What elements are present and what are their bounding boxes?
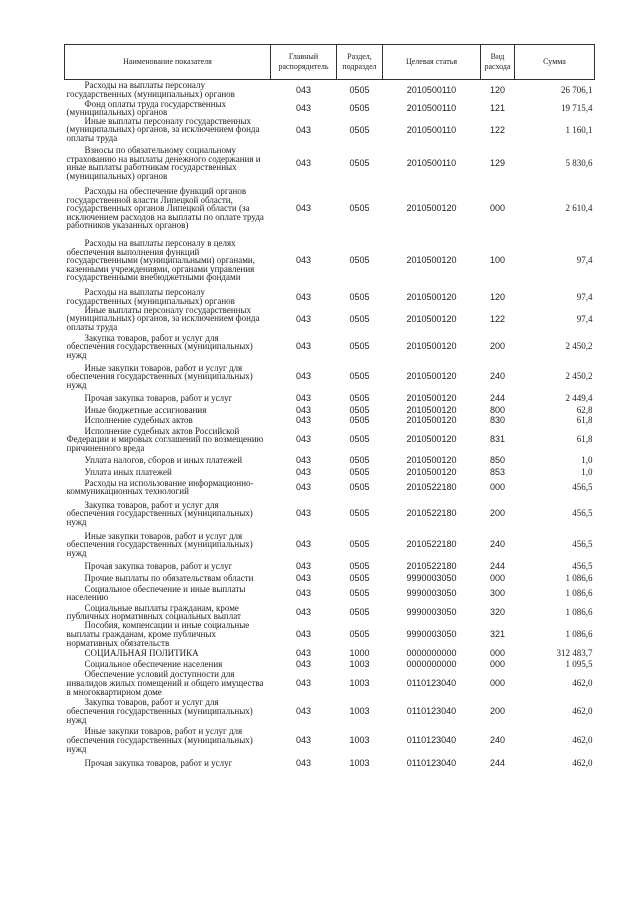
row-name: Расходы на выплаты персоналу государственных (муниципальных) органов [66,287,235,307]
row-target: 0110123040 [406,678,457,689]
row-admin: 043 [295,648,312,659]
row-type: 129 [489,158,506,169]
row-sum: 456,5 [572,561,593,572]
row-admin: 043 [295,124,312,135]
row-name: Исполнение судебных актов [84,415,193,426]
row-target: 9990003050 [406,588,457,599]
row-admin: 043 [295,758,312,769]
table-row [65,697,595,725]
table-row [65,391,595,405]
row-sum: 1 160,1 [565,124,593,135]
table-row [65,621,595,647]
row-name: Закупка товаров, работ и услуг для обеспечения государственных (муниципальных) нужд [66,499,253,527]
row-admin: 043 [295,467,312,478]
row-sum: 1 086,6 [565,588,593,599]
header-section: Раздел, подраздел [337,45,383,80]
row-target: 2010500120 [406,203,457,214]
row-sum: 462,0 [572,735,593,746]
row-name: Закупка товаров, работ и услуг для обеспечения государственных (муниципальных) нужд [66,697,253,725]
row-target: 2010500110 [406,103,457,114]
table-row [65,331,595,361]
row-name: Социальное обеспечение населения [84,658,223,669]
row-sum: 61,8 [576,434,593,445]
row-sum: 97,4 [576,292,593,303]
row-name: Закупка товаров, работ и услуг для обеспечения государственных (муниципальных) нужд [66,332,253,360]
row-section: 0505 [349,203,370,214]
row-sum: 456,5 [572,508,593,519]
table-row [65,467,595,477]
row-target: 0110123040 [406,735,457,746]
row-sum: 1 086,6 [565,573,593,584]
row-type: 000 [489,573,506,584]
row-type: 200 [489,706,506,717]
row-name: Исполнение судебных актов Российской Федерации и мировых соглашений по возмещению причиненного вреда [66,425,264,453]
row-target: 0000000000 [406,648,457,659]
row-section: 0505 [349,573,370,584]
table-row [65,288,595,305]
row-target: 2010522180 [406,561,457,572]
table-row [65,361,595,391]
row-target: 0000000000 [406,659,457,670]
row-admin: 043 [295,103,312,114]
row-type: 120 [489,292,506,303]
row-sum: 312 483,7 [556,648,593,659]
row-section: 0505 [349,124,370,135]
row-name: СОЦИАЛЬНАЯ ПОЛИТИКА [84,647,199,658]
table-row [65,405,595,415]
table-row [65,453,595,467]
table-row [65,529,595,559]
row-section: 0505 [349,629,370,640]
row-sum: 2 449,4 [565,393,593,404]
row-target: 2010500120 [406,292,457,303]
row-admin: 043 [295,371,312,382]
table-row [65,497,595,529]
table-row [65,232,595,288]
row-section: 1003 [349,758,370,769]
row-admin: 043 [295,607,312,618]
row-type: 853 [489,467,506,478]
row-target: 2010500110 [406,84,457,95]
table-row [65,669,595,697]
row-sum: 26 706,1 [561,84,593,95]
row-target: 2010500110 [406,158,457,169]
row-admin: 043 [295,508,312,519]
row-sum: 1 086,6 [565,629,593,640]
table-row [65,425,595,453]
row-section: 0505 [349,539,370,550]
table-row [65,100,595,117]
row-section: 1003 [349,735,370,746]
table-row [65,306,595,332]
row-type: 800 [489,405,506,416]
table-row [65,415,595,425]
row-type: 831 [489,434,506,445]
row-name: Расходы на обеспечение функций органов государственной власти Липецкой области, государственных органов Липецкой области (за исключением расходов на выплаты по оплате труда работников указанных органов) [66,185,264,231]
row-name: Фонд оплаты труда государственных (муниципальных) органов [66,98,227,118]
row-type: 120 [489,84,506,95]
row-name: Расходы на выплаты персоналу в целях обеспечения выполнения функций государственными (муниципальными) органами, казенными учреждениями, органами управления государственными внебюджетными фондами [66,237,255,283]
table-header-row [65,45,595,80]
row-section: 1003 [349,706,370,717]
header-target: Целевая статья [383,45,481,80]
row-admin: 043 [295,588,312,599]
row-type: 300 [489,588,506,599]
row-section: 0505 [349,455,370,466]
row-admin: 043 [295,706,312,717]
row-type: 240 [489,539,506,550]
row-name: Иные выплаты персоналу государственных (муниципальных) органов, за исключением фонда оплаты труда [66,115,260,143]
row-sum: 462,0 [572,678,593,689]
row-type: 240 [489,371,506,382]
row-target: 2010500120 [406,313,457,324]
row-target: 2010500120 [406,405,457,416]
table-row [65,117,595,143]
row-section: 1003 [349,678,370,689]
row-section: 0505 [349,405,370,416]
row-section: 0505 [349,103,370,114]
table-row [65,647,595,659]
table-row [65,725,595,755]
table-row [65,559,595,573]
row-target: 9990003050 [406,607,457,618]
table-body [65,80,595,772]
row-target: 2010522180 [406,508,457,519]
row-admin: 043 [295,539,312,550]
table-row [65,477,595,497]
row-admin: 043 [295,84,312,95]
row-sum: 462,0 [572,706,593,717]
row-target: 2010500110 [406,124,457,135]
row-section: 0505 [349,393,370,404]
row-name: Прочая закупка товаров, работ и услуг [84,561,233,572]
row-admin: 043 [295,405,312,416]
row-admin: 043 [295,482,312,493]
row-type: 000 [489,659,506,670]
header-admin: Главный распорядитель [271,45,337,80]
row-type: 121 [489,103,506,114]
row-section: 0505 [349,467,370,478]
row-sum: 97,4 [576,313,593,324]
row-target: 2010522180 [406,539,457,550]
row-name: Обеспечение условий доступности для инвалидов жилых помещений и общего имущества в многоквартирном доме [66,669,264,697]
table-row [65,755,595,771]
row-type: 244 [489,561,506,572]
row-target: 2010500120 [406,455,457,466]
row-type: 100 [489,255,506,266]
row-admin: 043 [295,393,312,404]
row-target: 0110123040 [406,758,457,769]
row-section: 0505 [349,607,370,618]
table-row [65,142,595,184]
row-type: 000 [489,203,506,214]
row-name: Уплата налогов, сборов и иных платежей [84,455,243,466]
row-type: 320 [489,607,506,618]
row-type: 122 [489,124,506,135]
row-type: 850 [489,455,506,466]
row-admin: 043 [295,313,312,324]
row-type: 000 [489,678,506,689]
row-name: Прочая закупка товаров, работ и услуг [84,757,233,768]
table-row [65,603,595,621]
row-admin: 043 [295,292,312,303]
row-target: 2010500120 [406,255,457,266]
row-target: 2010500120 [406,393,457,404]
table-row [65,573,595,583]
row-type: 830 [489,415,506,426]
row-admin: 043 [295,735,312,746]
row-admin: 043 [295,678,312,689]
row-section: 0505 [349,158,370,169]
row-admin: 043 [295,629,312,640]
row-admin: 043 [295,158,312,169]
row-section: 0505 [349,415,370,426]
row-type: 000 [489,648,506,659]
row-sum: 1 095,5 [565,659,593,670]
row-target: 2010500120 [406,467,457,478]
row-section: 0505 [349,341,370,352]
row-type: 244 [489,393,506,404]
header-sum: Сумма [515,45,595,80]
row-sum: 1 086,6 [565,607,593,618]
row-admin: 043 [295,203,312,214]
header-name: Наименование показателя [65,45,271,80]
row-sum: 61,8 [576,415,593,426]
row-sum: 456,5 [572,482,593,493]
row-target: 2010500120 [406,341,457,352]
row-section: 0505 [349,482,370,493]
row-name: Иные выплаты персоналу государственных (муниципальных) органов, за исключением фонда оплаты труда [66,304,260,332]
table-row [65,184,595,232]
row-type: 321 [489,629,506,640]
row-name: Расходы на выплаты персоналу государственных (муниципальных) органов [66,80,235,99]
row-type: 200 [489,341,506,352]
row-type: 200 [489,508,506,519]
table-row [65,80,595,100]
row-sum: 2 610,4 [565,203,593,214]
budget-table [64,44,595,771]
row-name: Иные закупки товаров, работ и услуг для обеспечения государственных (муниципальных) нужд [66,726,253,754]
table-row [65,583,595,603]
row-target: 9990003050 [406,573,457,584]
row-name: Взносы по обязательному социальному страхованию на выплаты денежного содержания и иные выплаты работникам государственных (муниципальных) органов [66,145,261,182]
row-section: 1000 [349,648,370,659]
row-sum: 462,0 [572,758,593,769]
row-section: 0505 [349,292,370,303]
row-target: 2010522180 [406,482,457,493]
row-admin: 043 [295,341,312,352]
row-section: 0505 [349,255,370,266]
row-sum: 19 715,4 [561,103,593,114]
row-admin: 043 [295,415,312,426]
row-section: 0505 [349,84,370,95]
row-type: 240 [489,735,506,746]
row-name: Уплата иных платежей [84,467,172,478]
row-target: 2010500120 [406,415,457,426]
row-section: 0505 [349,371,370,382]
row-section: 1003 [349,659,370,670]
row-section: 0505 [349,561,370,572]
row-admin: 043 [295,434,312,445]
row-section: 0505 [349,508,370,519]
row-name: Иные закупки товаров, работ и услуг для обеспечения государственных (муниципальных) нужд [66,362,253,390]
row-admin: 043 [295,659,312,670]
row-name: Иные бюджетные ассигнования [84,405,207,416]
row-target: 2010500120 [406,371,457,382]
row-admin: 043 [295,455,312,466]
row-admin: 043 [295,561,312,572]
row-name: Прочие выплаты по обязательствам области [84,573,254,584]
row-sum: 2 450,2 [565,341,593,352]
row-name: Расходы на использование информационно-коммуникационных технологий [66,477,254,497]
row-sum: 456,5 [572,539,593,550]
row-name: Социальное обеспечение и иные выплаты населению [66,583,246,603]
row-section: 0505 [349,434,370,445]
row-admin: 043 [295,255,312,266]
row-name: Прочая закупка товаров, работ и услуг [84,393,233,404]
header-type: Вид расхода [481,45,515,80]
row-target: 9990003050 [406,629,457,640]
row-section: 0505 [349,313,370,324]
row-name: Иные закупки товаров, работ и услуг для обеспечения государственных (муниципальных) нужд [66,530,253,558]
row-target: 2010500120 [406,434,457,445]
row-name: Пособия, компенсации и иные социальные выплаты гражданам, кроме публичных нормативных обязательств [66,620,250,648]
row-sum: 1,0 [581,467,593,478]
row-sum: 5 830,6 [565,158,593,169]
row-type: 244 [489,758,506,769]
row-sum: 97,4 [576,255,593,266]
row-type: 000 [489,482,506,493]
row-section: 0505 [349,588,370,599]
row-admin: 043 [295,573,312,584]
row-name: Социальные выплаты гражданам, кроме публичных нормативных социальных выплат [66,602,241,622]
row-sum: 1,0 [581,455,593,466]
row-target: 0110123040 [406,706,457,717]
row-sum: 2 450,2 [565,371,593,382]
table-row [65,659,595,669]
row-type: 122 [489,313,506,324]
row-sum: 62,8 [576,405,593,416]
